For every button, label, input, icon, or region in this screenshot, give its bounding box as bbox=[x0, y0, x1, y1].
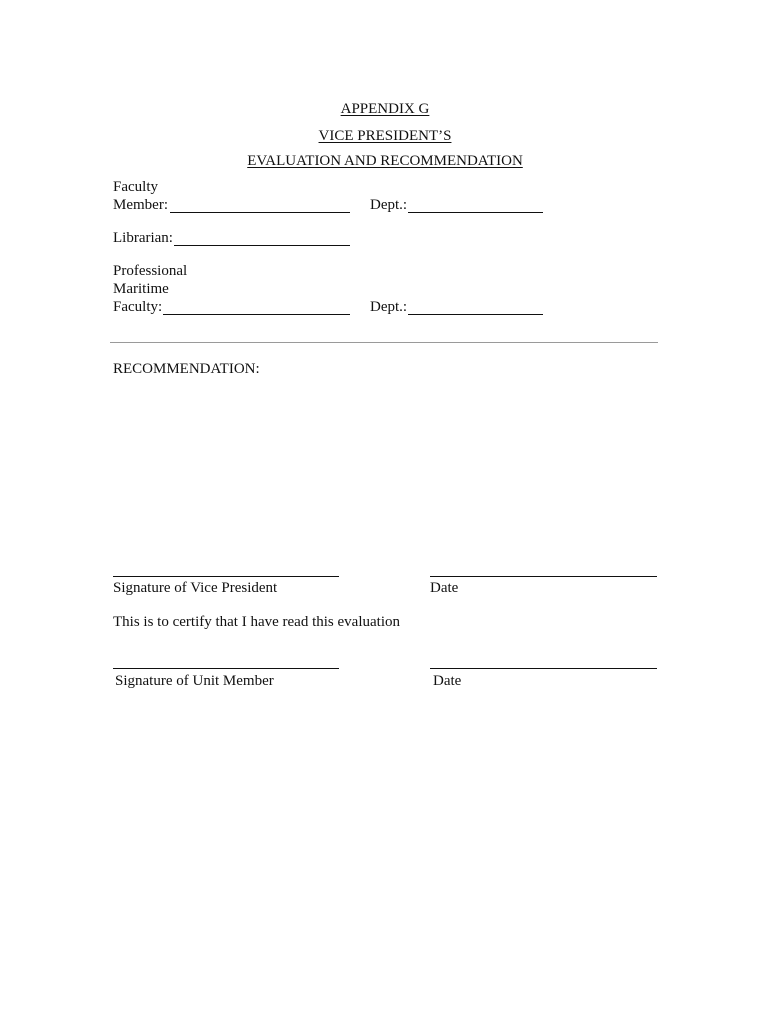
vp-signature-line[interactable] bbox=[113, 576, 339, 577]
vice-president-title: VICE PRESIDENT’S bbox=[318, 128, 452, 144]
pmf-dept-field[interactable] bbox=[408, 314, 543, 315]
unit-member-date-label: Date bbox=[433, 673, 462, 689]
unit-member-date-line[interactable] bbox=[430, 668, 657, 669]
vp-date-label: Date bbox=[430, 580, 459, 596]
faculty-pmf-label: Faculty: bbox=[113, 299, 163, 315]
faculty-member-field[interactable] bbox=[170, 212, 350, 213]
professional-maritime-faculty-field[interactable] bbox=[163, 314, 350, 315]
librarian-label: Librarian: bbox=[113, 230, 173, 246]
vp-date-line[interactable] bbox=[430, 576, 657, 577]
librarian-field[interactable] bbox=[174, 245, 350, 246]
recommendation-label: RECOMMENDATION: bbox=[113, 361, 260, 377]
dept-label: Dept.: bbox=[370, 197, 408, 213]
maritime-label: Maritime bbox=[113, 281, 169, 297]
dept-label-2: Dept.: bbox=[370, 299, 408, 315]
unit-member-signature-label: Signature of Unit Member bbox=[115, 673, 274, 689]
evaluation-title: EVALUATION AND RECOMMENDATION bbox=[247, 153, 523, 169]
section-divider bbox=[110, 342, 658, 343]
faculty-dept-field[interactable] bbox=[408, 212, 543, 213]
certify-statement: This is to certify that I have read this evaluation bbox=[113, 614, 400, 630]
appendix-title: APPENDIX G bbox=[340, 101, 430, 117]
faculty-label: Faculty bbox=[113, 179, 158, 195]
unit-member-signature-line[interactable] bbox=[113, 668, 339, 669]
professional-label: Professional bbox=[113, 263, 188, 279]
vp-signature-label: Signature of Vice President bbox=[113, 580, 278, 596]
member-label: Member: bbox=[113, 197, 168, 213]
